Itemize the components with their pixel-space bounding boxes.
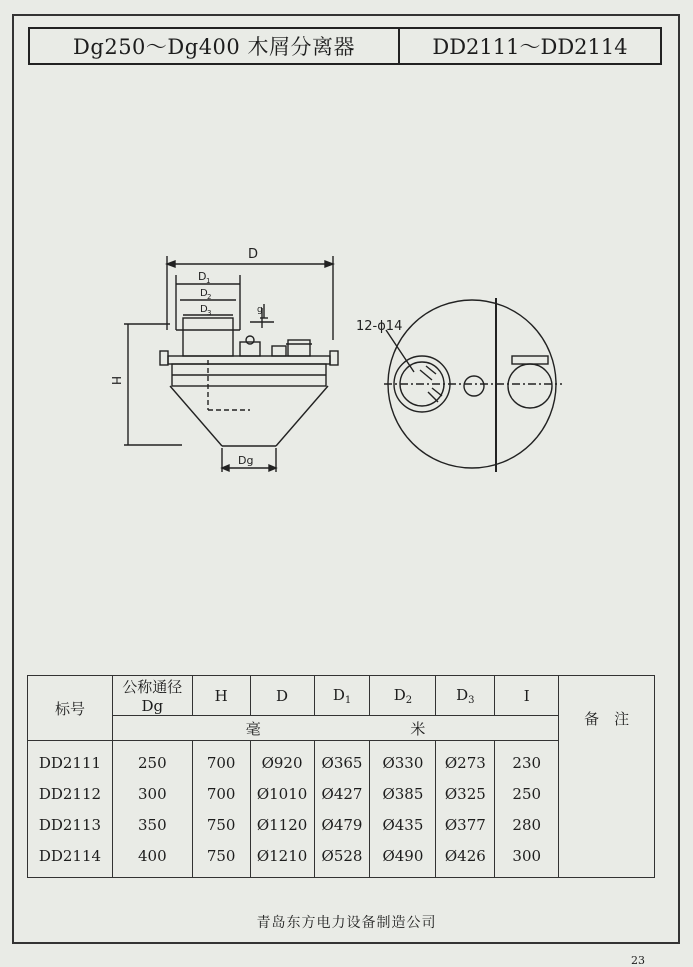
label-gap: g (257, 305, 263, 315)
cell-d3: Ø426 (436, 840, 495, 878)
label-D1: D (198, 270, 207, 283)
header-mark: 标号 (28, 676, 113, 741)
plan-view (384, 298, 562, 472)
header-D3 (436, 676, 495, 716)
cell-dg: 300 (112, 778, 192, 809)
product-code: DD2111～DD2114 (432, 35, 628, 59)
cell-i: 250 (495, 778, 559, 809)
cell-dg: 350 (112, 809, 192, 840)
header-remark: 备 注 (559, 676, 655, 878)
unit-a: 毫 (245, 719, 261, 738)
cell-dg: 250 (112, 741, 192, 779)
header-nominal-line2: Dg (141, 697, 164, 715)
cell-mark: DD2111 (28, 741, 113, 779)
label-D3-sub: 3 (207, 309, 212, 317)
product-title: Dg250～Dg400 木屑分离器 (30, 29, 400, 63)
header-D1-sub: 1 (344, 694, 352, 706)
label-D1-sub: 1 (206, 277, 211, 285)
cell-d: Ø1010 (250, 778, 314, 809)
cell-d2: Ø490 (370, 840, 436, 878)
cell-d: Ø1120 (250, 809, 314, 840)
label-bolt-holes: 12-ϕ14 (356, 319, 403, 334)
header-D2 (370, 676, 436, 716)
label-Dg: Dg (238, 454, 254, 467)
cell-d3: Ø325 (436, 778, 495, 809)
company-name: 青岛东方电力设备制造公司 (256, 915, 437, 931)
cell-d2: Ø330 (370, 741, 436, 779)
side-view (124, 256, 338, 472)
cell-d1: Ø528 (314, 840, 370, 878)
cell-dg: 400 (112, 840, 192, 878)
cell-h: 700 (192, 778, 250, 809)
cell-mark: DD2113 (28, 809, 113, 840)
cell-i: 280 (495, 809, 559, 840)
header-D1 (314, 676, 370, 716)
header-H: H (192, 676, 250, 716)
cell-h: 700 (192, 741, 250, 779)
header-I: I (495, 676, 559, 716)
unit-b: 米 (410, 719, 426, 738)
cell-mark: DD2114 (28, 840, 113, 878)
header-D: D (250, 676, 314, 716)
cell-d3: Ø273 (436, 741, 495, 779)
header-D1-main: D (332, 685, 345, 704)
unit-row (112, 716, 558, 741)
page-number: 23 (631, 954, 645, 967)
cell-d1: Ø427 (314, 778, 370, 809)
cell-d1: Ø365 (314, 741, 370, 779)
header-nominal-line1: 公称通径 (122, 678, 183, 696)
cell-d: Ø920 (250, 741, 314, 779)
cell-mark: DD2112 (28, 778, 113, 809)
header-D3-sub: 3 (468, 694, 475, 706)
cell-d2: Ø385 (370, 778, 436, 809)
cell-d2: Ø435 (370, 809, 436, 840)
cell-d1: Ø479 (314, 809, 370, 840)
label-D: D (248, 247, 259, 262)
label-D2-sub: 2 (207, 293, 212, 301)
label-D3: D (200, 304, 208, 315)
cell-i: 300 (495, 840, 559, 878)
cell-d3: Ø377 (436, 809, 495, 840)
header-D2-main: D (393, 685, 406, 704)
label-H: H (109, 376, 123, 386)
cell-h: 750 (192, 840, 250, 878)
header-nominal (112, 676, 192, 716)
spec-table (27, 675, 655, 878)
cell-i: 230 (495, 741, 559, 779)
label-D2: D (200, 288, 208, 299)
header-D2-sub: 2 (405, 694, 413, 706)
cell-h: 750 (192, 809, 250, 840)
header-D3-main: D (456, 685, 469, 704)
cell-d: Ø1210 (250, 840, 314, 878)
